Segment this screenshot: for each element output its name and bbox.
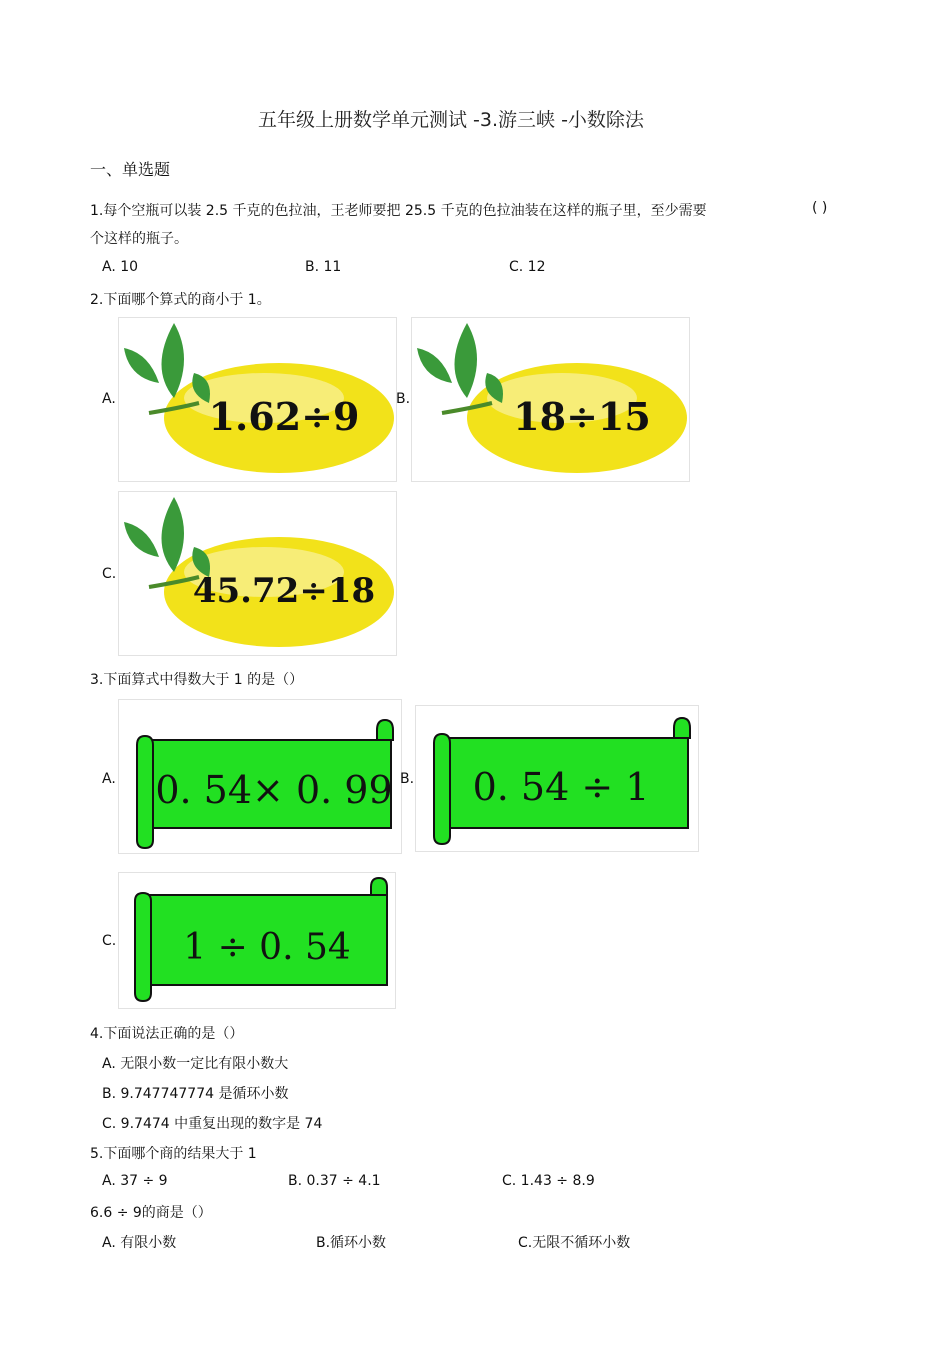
- lemon-image: [119, 318, 396, 481]
- question-5-text: 5.下面哪个商的结果大于 1: [90, 1146, 257, 1162]
- lemon-image: [412, 318, 689, 481]
- question-6-option-c[interactable]: C.无限不循环小数: [518, 1235, 631, 1251]
- expression-text: 1 ÷ 0. 54: [183, 927, 351, 968]
- question-3-text: 3.下面算式中得数大于 1 的是（）: [90, 672, 304, 688]
- question-5-option-b[interactable]: B. 0.37 ÷ 4.1: [288, 1173, 381, 1189]
- question-4-option-b[interactable]: B. 9.747747774 是循环小数: [102, 1086, 289, 1102]
- question-3-option-b-image[interactable]: [415, 705, 699, 852]
- question-2-option-c-letter: C.: [102, 566, 117, 582]
- question-4-option-a[interactable]: A. 无限小数一定比有限小数大: [102, 1056, 289, 1072]
- question-1-option-a[interactable]: A. 10: [102, 259, 139, 275]
- question-2-option-a-image[interactable]: [118, 317, 397, 482]
- question-1-text-cont: 个这样的瓶子。: [90, 231, 188, 247]
- scroll-banner-image: [119, 873, 395, 1008]
- lemon-image: [119, 492, 396, 655]
- question-1-answer-paren: ( ): [812, 200, 828, 216]
- question-3-option-a-letter: A.: [102, 771, 116, 787]
- question-3-option-b-letter: B.: [400, 771, 415, 787]
- question-3-option-a-image[interactable]: [118, 699, 402, 854]
- question-2-text: 2.下面哪个算式的商小于 1。: [90, 292, 271, 308]
- expression-text: 0. 54 ÷ 1: [472, 765, 650, 809]
- question-2-option-c-image[interactable]: [118, 491, 397, 656]
- question-5-option-c[interactable]: C. 1.43 ÷ 8.9: [502, 1173, 595, 1189]
- expression-text: 18÷15: [513, 394, 651, 439]
- question-2-option-a-letter: A.: [102, 391, 116, 407]
- scroll-banner-image: [416, 706, 698, 851]
- question-1-text: 1.每个空瓶可以装 2.5 千克的色拉油，王老师要把 25.5 千克的色拉油装在这样的瓶子里，至少需要: [90, 203, 707, 219]
- question-1-option-c[interactable]: C. 12: [509, 259, 546, 275]
- question-2-option-b-image[interactable]: [411, 317, 690, 482]
- scroll-banner-image: [119, 700, 401, 853]
- question-3-option-c-image[interactable]: [118, 872, 396, 1009]
- section-heading: 一、单选题: [90, 160, 171, 179]
- expression-text: 1.62÷9: [208, 394, 360, 439]
- question-5-option-a[interactable]: A. 37 ÷ 9: [102, 1173, 168, 1189]
- question-4-text: 4.下面说法正确的是（）: [90, 1026, 244, 1042]
- question-2-option-b-letter: B.: [396, 391, 411, 407]
- page-title: 五年级上册数学单元测试 -3.游三峡 -小数除法: [258, 109, 644, 131]
- question-1-option-b[interactable]: B. 11: [305, 259, 342, 275]
- question-6-text: 6.6 ÷ 9的商是（）: [90, 1205, 212, 1221]
- question-4-option-c[interactable]: C. 9.7474 中重复出现的数字是 74: [102, 1116, 323, 1132]
- question-6-option-a[interactable]: A. 有限小数: [102, 1235, 177, 1251]
- question-6-option-b[interactable]: B.循环小数: [316, 1235, 387, 1251]
- question-3-option-c-letter: C.: [102, 933, 117, 949]
- expression-text: 45.72÷18: [192, 571, 376, 611]
- expression-text: 0. 54× 0. 99: [155, 768, 393, 812]
